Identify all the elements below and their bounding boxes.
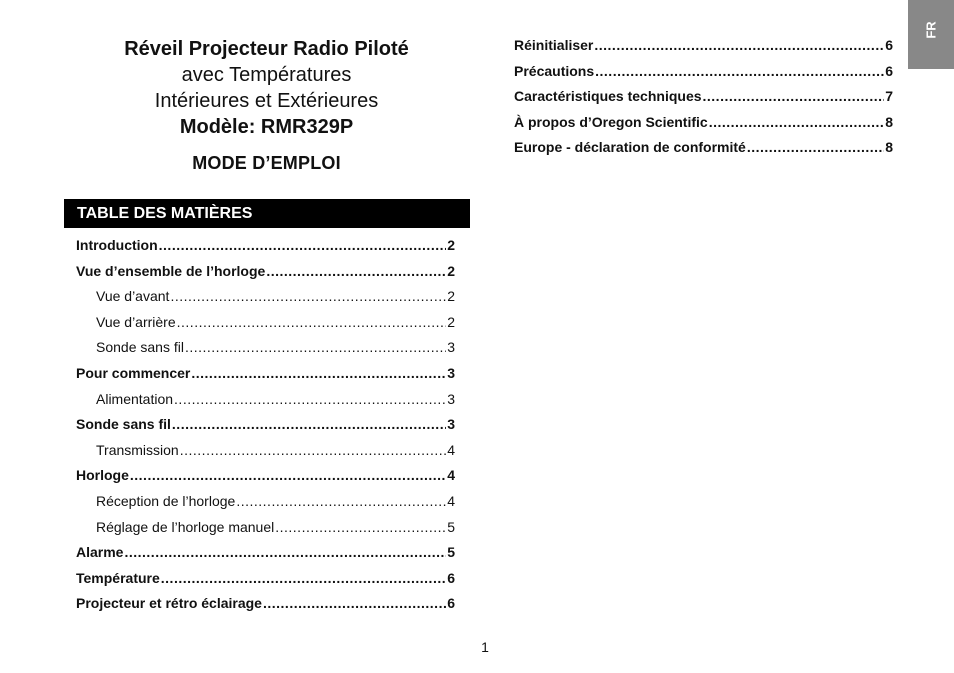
- toc-entry: [76, 262, 455, 288]
- toc-entry-label: Alarme: [76, 544, 124, 561]
- toc-entry-label: Réception de l’horloge: [96, 492, 236, 509]
- toc-entry: [514, 62, 893, 88]
- language-tab-label: FR: [923, 21, 939, 39]
- toc-entry: [76, 338, 455, 364]
- toc-leader-dots: [170, 287, 446, 306]
- toc-leader-dots: [180, 441, 446, 460]
- toc-leader-dots: [174, 390, 446, 409]
- toc-entry: [76, 518, 455, 544]
- toc-leader-dots: [185, 338, 446, 357]
- toc-entry-label: Europe - déclaration de conformité: [514, 139, 746, 155]
- toc-leader-dots: [709, 113, 885, 132]
- toc-entry-label: Introduction: [76, 237, 158, 253]
- toc-entry-page: 3: [447, 390, 455, 407]
- toc-entry-page: 5: [447, 544, 455, 561]
- toc-entry: [76, 569, 455, 595]
- toc-entry-label: Horloge: [76, 467, 129, 484]
- toc-entry-page: 6: [885, 62, 893, 79]
- toc-entry: [514, 87, 893, 113]
- toc-leader-dots: [275, 518, 446, 537]
- toc-leader-dots: [159, 236, 447, 255]
- toc-entry-label: Pour commencer: [76, 364, 191, 381]
- toc-entry-page: 4: [447, 467, 455, 484]
- toc-entry-page: 4: [447, 492, 455, 509]
- toc-entry-page: 8: [885, 113, 893, 130]
- toc-heading: TABLE DES MATIÈRES: [64, 199, 470, 228]
- toc-leader-dots: [266, 262, 446, 281]
- toc-entry-label: Vue d’ensemble de l’horloge: [76, 262, 266, 279]
- toc-entry: [76, 287, 455, 313]
- toc-leader-dots: [124, 543, 446, 562]
- title-block: [63, 36, 470, 174]
- toc-entry-label: Précautions: [514, 62, 595, 79]
- toc-leader-dots: [191, 364, 446, 383]
- toc-entry-label: À propos d’Oregon Scientific: [514, 113, 708, 130]
- toc-entry: [76, 390, 455, 416]
- toc-entry-label: Réinitialiser: [514, 37, 594, 53]
- toc-entry-page: 6: [447, 569, 455, 586]
- toc-entry: [76, 236, 455, 262]
- toc-entry-label: Vue d’arrière: [96, 313, 176, 330]
- toc-entry-label: Réglage de l’horloge manuel: [96, 518, 275, 535]
- toc-entry-label: Transmission: [96, 441, 179, 458]
- toc-entry: [76, 364, 455, 390]
- toc-entry-page: 6: [447, 595, 455, 612]
- toc-right-column: [514, 36, 893, 164]
- model-number: Modèle: RMR329P: [179, 116, 354, 138]
- product-subtitle-line1: avec Températures: [181, 64, 352, 86]
- toc-entry-page: 7: [885, 88, 893, 104]
- toc-entry: [514, 113, 893, 139]
- toc-leader-dots: [595, 62, 884, 81]
- toc-entry-page: 4: [447, 441, 455, 458]
- toc-entry-label: Température: [76, 569, 160, 586]
- toc-entry-label: Projecteur et rétro éclairage: [76, 595, 262, 612]
- manual-heading: MODE D’EMPLOI: [192, 153, 341, 173]
- toc-entry: [514, 36, 893, 62]
- toc-leader-dots: [747, 138, 884, 157]
- toc-leader-dots: [172, 415, 446, 434]
- toc-entry-label: Alimentation: [96, 390, 174, 407]
- toc-entry-page: 2: [447, 262, 455, 279]
- toc-entry-page: 5: [447, 518, 455, 535]
- toc-leader-dots: [161, 569, 446, 588]
- toc-entry-label: Vue d’avant: [96, 288, 170, 305]
- toc-entry: [76, 594, 455, 620]
- toc-entry-page: 8: [885, 139, 893, 155]
- toc-leader-dots: [236, 492, 446, 511]
- toc-entry: [76, 415, 455, 441]
- toc-entry-label: Sonde sans fil: [96, 339, 184, 356]
- toc-leader-dots: [703, 87, 885, 106]
- toc-leader-dots: [594, 36, 884, 55]
- toc-leader-dots: [177, 313, 447, 332]
- toc-entry-page: 2: [447, 313, 455, 330]
- toc-entry: [76, 492, 455, 518]
- toc-leader-dots: [130, 466, 446, 485]
- toc-leader-dots: [263, 594, 446, 613]
- toc-entry: [76, 466, 455, 492]
- toc-entry-label: Caractéristiques techniques: [514, 88, 702, 104]
- toc-entry-label: Sonde sans fil: [76, 416, 171, 433]
- toc-entry-page: 2: [447, 288, 455, 305]
- product-subtitle-line2: Intérieures et Extérieures: [154, 90, 379, 112]
- toc-entry: [76, 313, 455, 339]
- toc-entry: [76, 543, 455, 569]
- product-title: Réveil Projecteur Radio Piloté: [124, 38, 409, 60]
- toc-entry-page: 3: [447, 364, 455, 381]
- toc-entry: [514, 138, 893, 164]
- toc-entry-page: 6: [885, 37, 893, 53]
- toc-left-column: [76, 236, 455, 620]
- toc-entry-page: 3: [447, 416, 455, 433]
- toc-entry-page: 3: [447, 339, 455, 356]
- language-tab: [908, 0, 954, 69]
- toc-entry-page: 2: [447, 237, 455, 253]
- toc-entry: [76, 441, 455, 467]
- page-number: 1: [481, 639, 489, 655]
